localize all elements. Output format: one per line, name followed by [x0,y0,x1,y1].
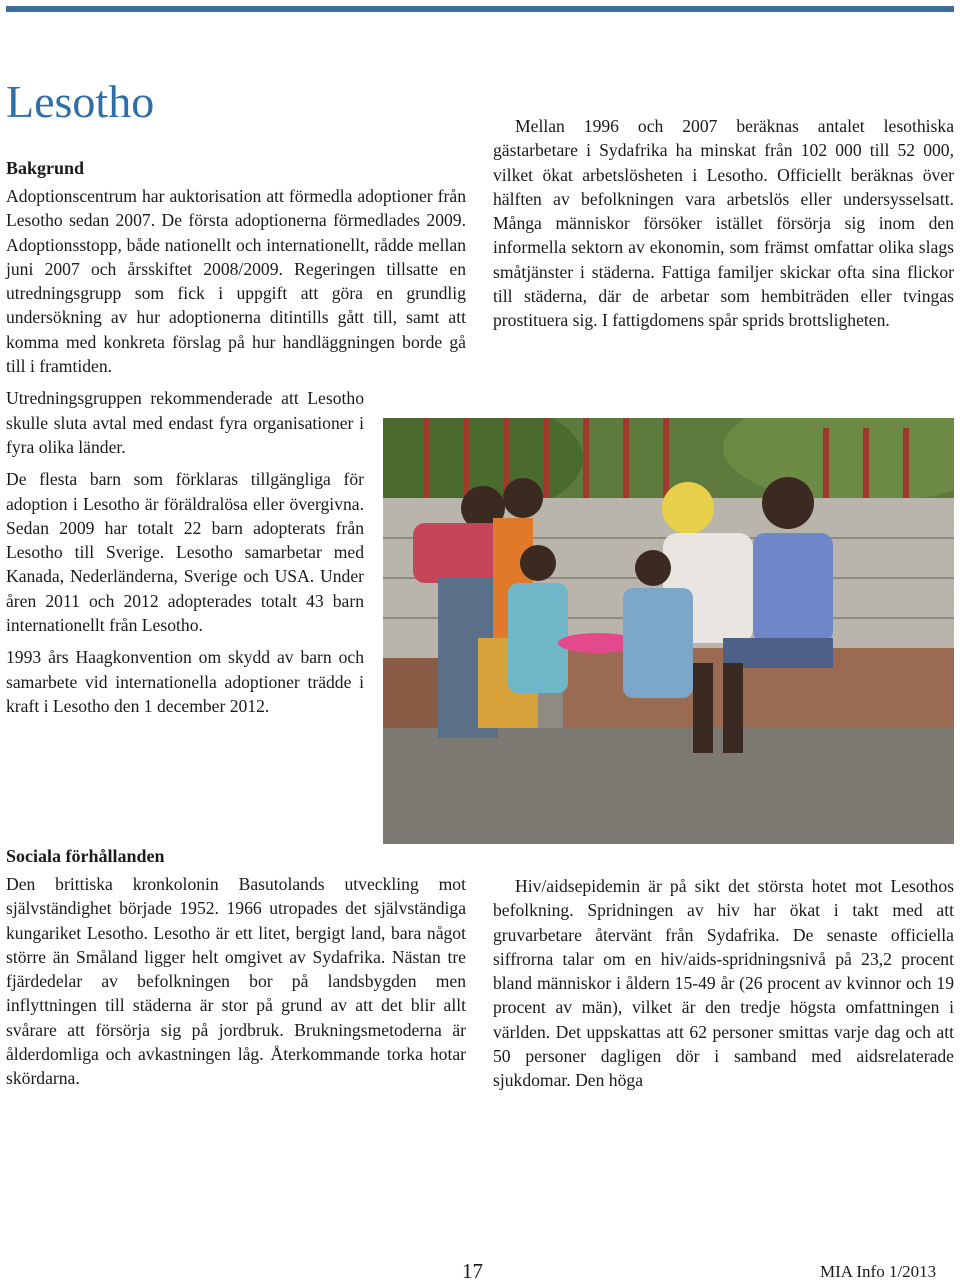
page-number: 17 [462,1259,483,1283]
paragraph: Den brittiska kronkolonin Basutolands utveckling mot självständighet började 1952. 1966 utropades det självständiga kungariket Lesotho. Lesotho är ett litet, bergigt land, bara något större än Småland ligger helt omgivet av Sydafrika. Nästan tre fjärdedelar av befolkningen bor på landsbygden men inflyttningen till städerna är stor på grund av att det blir allt svårare att försörja sig på jordbruk. Brukningsmetoderna är ålderdomliga och avkastningen låg. Återkommande torka hotar skördarna. [6,874,466,1089]
heading-bakgrund: Bakgrund [6,158,85,178]
column-right-bottom [493,874,954,1101]
issue-label: MIA Info 1/2013 [820,1262,937,1281]
paragraph: Mellan 1996 och 2007 beräknas antalet lesothiska gästarbetare i Sydafrika ha minskat från 102 000 till 52 000, vilket ökat arbetslösheten i Lesotho. Officiellt beräknas över hälften av befolkningen vara arbetslös eller undersysselsatt. Många människor försöker istället försörja sig inom den informella sektorn av ekonomin, som främst omfattar olika slags småtjänster i städerna. Fattiga familjer skickar ofta sina flickor till städerna, där de arbetar som hembiträden eller tvingas prostituera sig. I fattigdomens spår sprids brottsligheten. [493,116,954,331]
heading-sociala-forhallanden: Sociala förhållanden [6,846,165,866]
top-color-bar [6,6,954,12]
page-title: Lesotho [6,76,155,127]
paragraph: Adoptionscentrum har auktorisation att förmedla adoptioner från Lesotho sedan 2007. De första adoptionerna förmedlades 2009. Adoptionsstopp, både nationellt och internationellt, rådde mellan juni 2007 och årsskiftet 2008/2009. Regeringen tillsatte en utredningsgrupp som fick i uppgift att göra en grundlig undersökning av hur adoptionerna ditintills gått till, samt att komma med konkreta förslag på hur handläggningen borde gå till i framtiden. [6,186,466,377]
photo-children-playing [383,418,954,844]
column-right-top [493,114,954,341]
paragraph: Utredningsgruppen rekommenderade att Lesotho skulle sluta avtal med endast fyra organisationer i fyra olika länder. [6,388,364,457]
paragraph: Hiv/aidsepidemin är på sikt det största hotet mot Lesothos befolkning. Spridningen av hiv har ökat i takt med att gruvarbetare återvänt från Sydafrika. De senaste officiella siffrorna talar om en hiv/aids-spridningsnivå på 23,2 procent bland människor i åldern 15-49 år (26 procent av kvinnor och 19 procent av män), vilket är den tredje högsta omfattningen i världen. Det uppskattas att 62 personer smittas varje dag och att 50 personer dagligen dör i samband med aidsrelaterade sjukdomar. Den höga [493,876,954,1091]
paragraph: 1993 års Haagkonvention om skydd av barn och samarbete vid internationella adoptioner trädde i kraft i Lesotho den 1 december 2012. [6,647,364,716]
column-left-bottom [6,844,466,1099]
paragraph: De flesta barn som förklaras tillgängliga för adoption i Lesotho är föräldralösa eller övergivna. Sedan 2009 har totalt 22 barn adopterats från Lesotho till Sverige. Lesotho samarbetar med Kanada, Nederländerna, Sverige och USA. Under åren 2011 och 2012 adopterades totalt 43 barn internationellt från Lesotho. [6,469,364,636]
